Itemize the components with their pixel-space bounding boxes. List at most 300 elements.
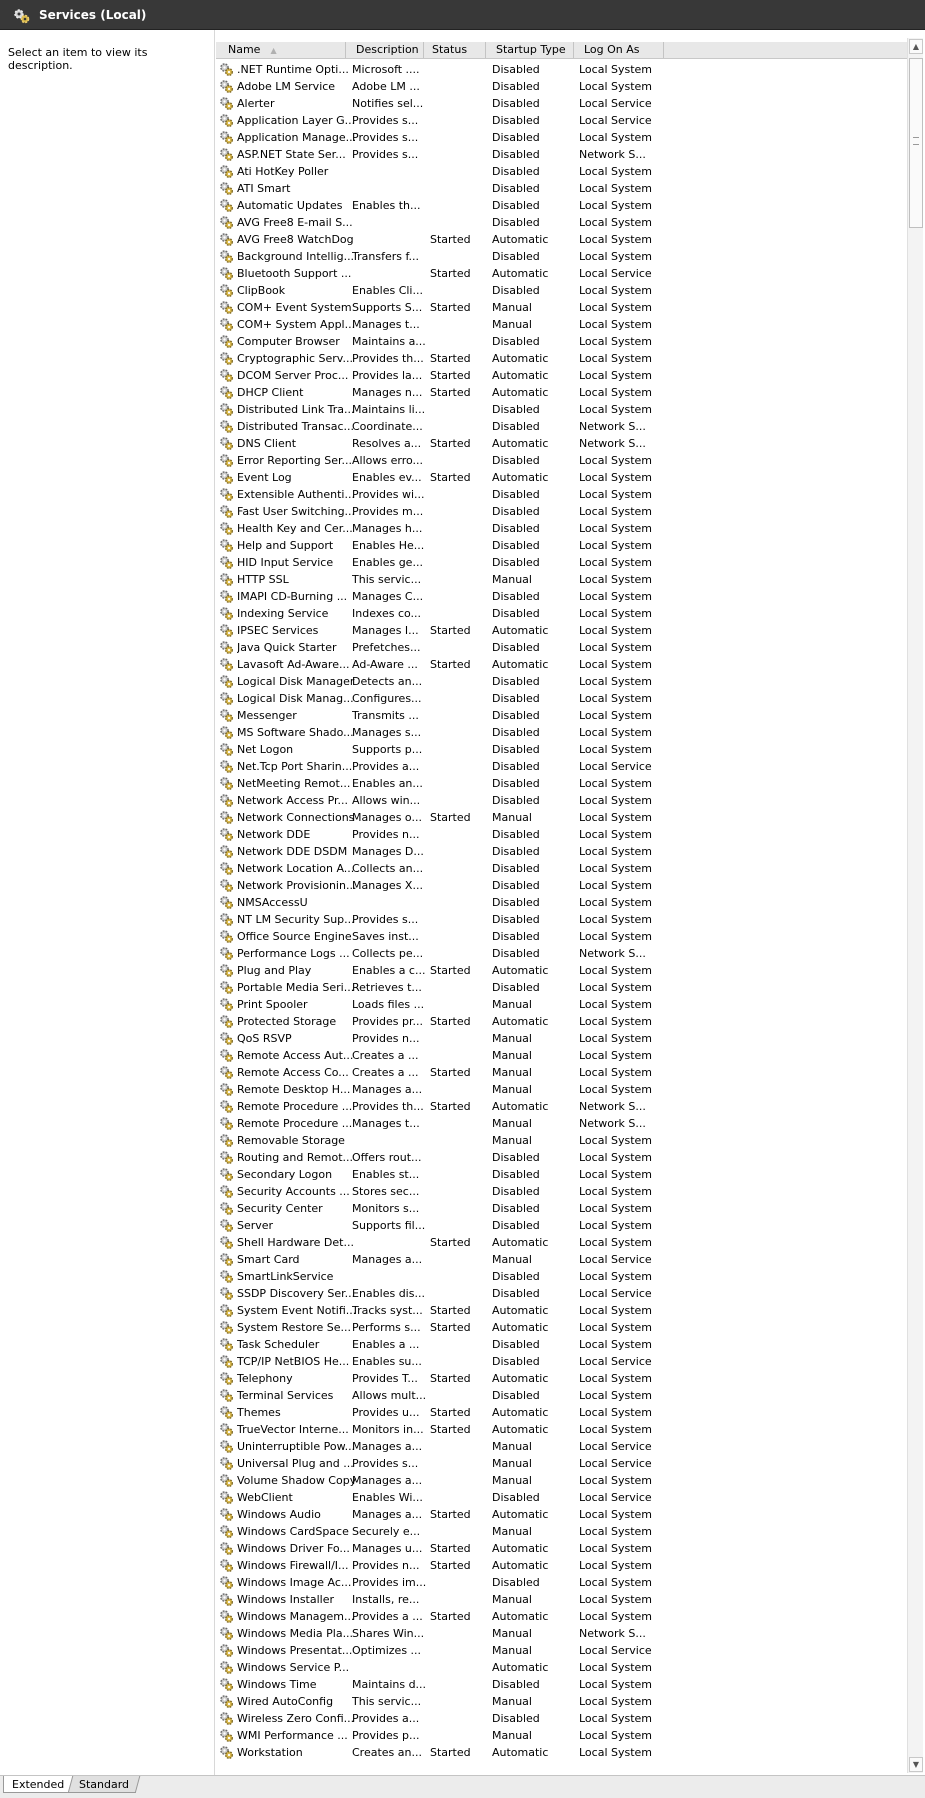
- service-startup-type: Disabled: [492, 403, 540, 416]
- service-log-on-as: Local System: [579, 505, 653, 518]
- service-gear-icon: [219, 538, 234, 553]
- service-log-on-as: Local System: [579, 641, 653, 654]
- service-startup-type: Disabled: [492, 165, 540, 178]
- services-gear-icon: [13, 8, 31, 24]
- service-row[interactable]: [216, 1013, 907, 1030]
- service-row[interactable]: [216, 1336, 907, 1353]
- service-description: Allows mult...: [352, 1389, 427, 1402]
- service-startup-type: Disabled: [492, 63, 540, 76]
- service-row[interactable]: [216, 299, 907, 316]
- service-gear-icon: [219, 130, 234, 145]
- service-log-on-as: Local System: [579, 930, 653, 943]
- service-row[interactable]: [216, 248, 907, 265]
- service-description: Securely e...: [352, 1525, 421, 1538]
- service-status: Started: [430, 1746, 471, 1759]
- service-row[interactable]: [216, 758, 907, 775]
- service-name: NMSAccessU: [237, 896, 308, 909]
- service-row[interactable]: [216, 741, 907, 758]
- service-gear-icon: [219, 929, 234, 944]
- service-name: SmartLinkService: [237, 1270, 334, 1283]
- service-log-on-as: Local System: [579, 403, 653, 416]
- service-row[interactable]: [216, 877, 907, 894]
- service-gear-icon: [219, 181, 234, 196]
- service-startup-type: Disabled: [492, 1287, 540, 1300]
- service-name: Windows Managem...: [237, 1610, 355, 1623]
- service-row[interactable]: [216, 1659, 907, 1676]
- service-row[interactable]: [216, 486, 907, 503]
- service-row[interactable]: [216, 1710, 907, 1727]
- service-row[interactable]: [216, 843, 907, 860]
- service-startup-type: Disabled: [492, 1151, 540, 1164]
- service-row[interactable]: [216, 95, 907, 112]
- service-startup-type: Disabled: [492, 981, 540, 994]
- service-gear-icon: [219, 725, 234, 740]
- service-log-on-as: Local System: [579, 845, 653, 858]
- service-log-on-as: Local System: [579, 1270, 653, 1283]
- service-row[interactable]: [216, 265, 907, 282]
- service-name: Windows Service P...: [237, 1661, 350, 1674]
- service-startup-type: Disabled: [492, 947, 540, 960]
- service-log-on-as: Local System: [579, 199, 653, 212]
- service-gear-icon: [219, 215, 234, 230]
- service-gear-icon: [219, 232, 234, 247]
- service-startup-type: Disabled: [492, 641, 540, 654]
- service-log-on-as: Local System: [579, 1032, 653, 1045]
- service-status: Started: [430, 1015, 471, 1028]
- service-gear-icon: [219, 266, 234, 281]
- service-name: DNS Client: [237, 437, 297, 450]
- service-gear-icon: [219, 827, 234, 842]
- service-startup-type: Disabled: [492, 420, 540, 433]
- service-row[interactable]: [216, 1489, 907, 1506]
- service-row[interactable]: [216, 622, 907, 639]
- service-row[interactable]: [216, 180, 907, 197]
- service-name: Distributed Link Tra...: [237, 403, 355, 416]
- service-row[interactable]: [216, 1217, 907, 1234]
- service-row[interactable]: [216, 1642, 907, 1659]
- service-row[interactable]: [216, 1727, 907, 1744]
- service-gear-icon: [219, 1507, 234, 1522]
- service-name: COM+ Event System: [237, 301, 352, 314]
- service-row[interactable]: [216, 962, 907, 979]
- service-gear-icon: [219, 62, 234, 77]
- service-description: Provides la...: [352, 369, 423, 382]
- service-gear-icon: [219, 1269, 234, 1284]
- service-gear-icon: [219, 1167, 234, 1182]
- services-list[interactable]: [216, 30, 925, 1775]
- service-row[interactable]: [216, 435, 907, 452]
- service-row[interactable]: [216, 1030, 907, 1047]
- service-gear-icon: [219, 810, 234, 825]
- service-row[interactable]: [216, 146, 907, 163]
- service-description: Enables ev...: [352, 471, 422, 484]
- service-status: Started: [430, 1423, 471, 1436]
- service-log-on-as: Local System: [579, 63, 653, 76]
- service-row[interactable]: [216, 928, 907, 945]
- service-row[interactable]: [216, 1047, 907, 1064]
- service-description: Enables a c...: [352, 964, 426, 977]
- service-description: Provides im...: [352, 1576, 427, 1589]
- service-row[interactable]: [216, 860, 907, 877]
- service-gear-icon: [219, 521, 234, 536]
- service-gear-icon: [219, 1150, 234, 1165]
- service-log-on-as: Local System: [579, 1695, 653, 1708]
- service-log-on-as: Local System: [579, 250, 653, 263]
- service-log-on-as: Local System: [579, 1406, 653, 1419]
- service-row[interactable]: [216, 1353, 907, 1370]
- service-log-on-as: Local System: [579, 1168, 653, 1181]
- service-row[interactable]: [216, 1693, 907, 1710]
- service-row[interactable]: [216, 639, 907, 656]
- service-description: Microsoft ....: [352, 63, 420, 76]
- service-row[interactable]: [216, 1540, 907, 1557]
- service-row[interactable]: [216, 1268, 907, 1285]
- service-status: Started: [430, 1100, 471, 1113]
- service-row[interactable]: [216, 775, 907, 792]
- service-row[interactable]: [216, 1608, 907, 1625]
- service-startup-type: Disabled: [492, 1202, 540, 1215]
- column-header-description[interactable]: [346, 42, 424, 58]
- service-startup-type: Disabled: [492, 777, 540, 790]
- service-description: Provides s...: [352, 131, 419, 144]
- service-startup-type: Disabled: [492, 743, 540, 756]
- service-log-on-as: Local System: [579, 862, 653, 875]
- service-gear-icon: [219, 1558, 234, 1573]
- description-pane: [0, 30, 215, 1775]
- service-row[interactable]: [216, 197, 907, 214]
- service-row[interactable]: [216, 1472, 907, 1489]
- service-gear-icon: [219, 555, 234, 570]
- service-description: Installs, re...: [352, 1593, 420, 1606]
- service-gear-icon: [219, 1286, 234, 1301]
- service-row[interactable]: [216, 1557, 907, 1574]
- service-status: Started: [430, 1066, 471, 1079]
- scroll-up-button[interactable]: ▲: [909, 39, 923, 54]
- service-row[interactable]: [216, 1319, 907, 1336]
- service-description: Allows win...: [352, 794, 421, 807]
- service-log-on-as: Local System: [579, 726, 653, 739]
- scroll-thumb[interactable]: [909, 58, 923, 228]
- service-log-on-as: Local System: [579, 301, 653, 314]
- service-name: Cryptographic Serv...: [237, 352, 353, 365]
- service-row[interactable]: [216, 503, 907, 520]
- service-row[interactable]: [216, 316, 907, 333]
- service-name: Extensible Authenti...: [237, 488, 355, 501]
- service-gear-icon: [219, 113, 234, 128]
- service-row[interactable]: [216, 1115, 907, 1132]
- service-status: Started: [430, 437, 471, 450]
- service-startup-type: Disabled: [492, 1491, 540, 1504]
- service-name: AVG Free8 E-mail S...: [237, 216, 353, 229]
- service-row[interactable]: [216, 605, 907, 622]
- service-name: Windows Presentat...: [237, 1644, 353, 1657]
- service-description: Collects pe...: [352, 947, 424, 960]
- service-row[interactable]: [216, 1064, 907, 1081]
- service-status: Started: [430, 658, 471, 671]
- service-row[interactable]: [216, 996, 907, 1013]
- service-gear-icon: [219, 1252, 234, 1267]
- service-row[interactable]: [216, 792, 907, 809]
- service-log-on-as: Local Service: [579, 1491, 652, 1504]
- service-row[interactable]: [216, 350, 907, 367]
- service-row[interactable]: [216, 1098, 907, 1115]
- service-gear-icon: [219, 249, 234, 264]
- service-description: Enables an...: [352, 777, 423, 790]
- service-gear-icon: [219, 300, 234, 315]
- column-header-status[interactable]: [424, 42, 486, 58]
- service-startup-type: Disabled: [492, 862, 540, 875]
- service-name: Remote Access Co...: [237, 1066, 349, 1079]
- service-description: Provides s...: [352, 114, 419, 127]
- service-gear-icon: [219, 1575, 234, 1590]
- tab-extended[interactable]: [3, 1776, 73, 1793]
- service-log-on-as: Local System: [579, 216, 653, 229]
- service-description: Provides n...: [352, 1559, 420, 1572]
- service-log-on-as: Local System: [579, 879, 653, 892]
- service-name: ClipBook: [237, 284, 286, 297]
- service-startup-type: Disabled: [492, 284, 540, 297]
- service-row[interactable]: [216, 61, 907, 78]
- service-gear-icon: [219, 79, 234, 94]
- service-name: Bluetooth Support ...: [237, 267, 352, 280]
- service-startup-type: Automatic: [492, 369, 549, 382]
- service-description: Manages t...: [352, 1117, 420, 1130]
- service-row[interactable]: [216, 1523, 907, 1540]
- service-name: Telephony: [237, 1372, 293, 1385]
- service-row[interactable]: [216, 1421, 907, 1438]
- service-log-on-as: Local System: [579, 131, 653, 144]
- service-row[interactable]: [216, 1404, 907, 1421]
- service-row[interactable]: [216, 1081, 907, 1098]
- service-gear-icon: [219, 96, 234, 111]
- service-row[interactable]: [216, 282, 907, 299]
- service-description: Enables st...: [352, 1168, 420, 1181]
- service-row[interactable]: [216, 826, 907, 843]
- service-name: Windows Driver Fo...: [237, 1542, 350, 1555]
- service-row[interactable]: [216, 554, 907, 571]
- service-description: Creates an...: [352, 1746, 422, 1759]
- service-description: Notifies sel...: [352, 97, 424, 110]
- service-row[interactable]: [216, 163, 907, 180]
- service-name: Windows Audio: [237, 1508, 321, 1521]
- service-row[interactable]: [216, 1387, 907, 1404]
- service-startup-type: Manual: [492, 1593, 532, 1606]
- service-row[interactable]: [216, 1132, 907, 1149]
- service-name: Remote Procedure ...: [237, 1100, 353, 1113]
- service-gear-icon: [219, 895, 234, 910]
- service-row[interactable]: [216, 673, 907, 690]
- scroll-grip-icon: [913, 137, 919, 145]
- service-startup-type: Automatic: [492, 267, 549, 280]
- service-row[interactable]: [216, 571, 907, 588]
- service-log-on-as: Local System: [579, 1015, 653, 1028]
- service-row[interactable]: [216, 1506, 907, 1523]
- service-log-on-as: Local System: [579, 1729, 653, 1742]
- service-gear-icon: [219, 436, 234, 451]
- service-row[interactable]: [216, 1149, 907, 1166]
- service-description: Performs s...: [352, 1321, 421, 1334]
- service-name: Office Source Engine: [237, 930, 352, 943]
- service-gear-icon: [219, 1473, 234, 1488]
- service-description: Allows erro...: [352, 454, 423, 467]
- service-name: Network DDE DSDM: [237, 845, 348, 858]
- service-startup-type: Disabled: [492, 97, 540, 110]
- service-gear-icon: [219, 1541, 234, 1556]
- service-row[interactable]: [216, 1183, 907, 1200]
- service-name: Distributed Transac...: [237, 420, 355, 433]
- service-startup-type: Automatic: [492, 1508, 549, 1521]
- service-name: Plug and Play: [237, 964, 312, 977]
- service-row[interactable]: [216, 1574, 907, 1591]
- service-row[interactable]: [216, 1166, 907, 1183]
- service-startup-type: Disabled: [492, 216, 540, 229]
- service-name: Windows Installer: [237, 1593, 335, 1606]
- service-gear-icon: [219, 1626, 234, 1641]
- service-row[interactable]: [216, 894, 907, 911]
- service-gear-icon: [219, 657, 234, 672]
- service-startup-type: Disabled: [492, 80, 540, 93]
- service-log-on-as: Local System: [579, 777, 653, 790]
- service-row[interactable]: [216, 520, 907, 537]
- service-status: Started: [430, 1236, 471, 1249]
- service-row[interactable]: [216, 945, 907, 962]
- service-row[interactable]: [216, 588, 907, 605]
- service-row[interactable]: [216, 452, 907, 469]
- scroll-down-button[interactable]: ▼: [909, 1757, 923, 1772]
- service-gear-icon: [219, 1694, 234, 1709]
- service-log-on-as: Local System: [579, 692, 653, 705]
- service-row[interactable]: [216, 1251, 907, 1268]
- service-name: AVG Free8 WatchDog: [237, 233, 354, 246]
- service-gear-icon: [219, 1116, 234, 1131]
- service-name: Server: [237, 1219, 274, 1232]
- service-description: Manages a...: [352, 1474, 423, 1487]
- service-name: IPSEC Services: [237, 624, 319, 637]
- service-row[interactable]: [216, 384, 907, 401]
- service-log-on-as: Local System: [579, 1610, 653, 1623]
- service-row[interactable]: [216, 469, 907, 486]
- service-startup-type: Automatic: [492, 1661, 549, 1674]
- service-row[interactable]: [216, 129, 907, 146]
- service-startup-type: Disabled: [492, 1168, 540, 1181]
- service-log-on-as: Local System: [579, 1304, 653, 1317]
- service-startup-type: Manual: [492, 1474, 532, 1487]
- service-row[interactable]: [216, 911, 907, 928]
- service-row[interactable]: [216, 401, 907, 418]
- service-name: Messenger: [237, 709, 297, 722]
- service-row[interactable]: [216, 724, 907, 741]
- service-startup-type: Disabled: [492, 1712, 540, 1725]
- service-row[interactable]: [216, 537, 907, 554]
- service-gear-icon: [219, 946, 234, 961]
- service-row[interactable]: [216, 112, 907, 129]
- tab-standard[interactable]: [68, 1776, 141, 1793]
- service-status: Started: [430, 1542, 471, 1555]
- service-name: Universal Plug and ...: [237, 1457, 354, 1470]
- service-row[interactable]: [216, 1234, 907, 1251]
- column-header-log-on-as[interactable]: [574, 42, 664, 58]
- service-row[interactable]: [216, 690, 907, 707]
- column-header-name[interactable]: [216, 42, 346, 58]
- service-log-on-as: Local System: [579, 1746, 653, 1759]
- service-row[interactable]: [216, 1285, 907, 1302]
- service-row[interactable]: [216, 367, 907, 384]
- service-startup-type: Automatic: [492, 1746, 549, 1759]
- service-row[interactable]: [216, 1302, 907, 1319]
- service-gear-icon: [219, 1082, 234, 1097]
- service-row[interactable]: [216, 809, 907, 826]
- service-description: Supports S...: [352, 301, 423, 314]
- service-name: WMI Performance ...: [237, 1729, 348, 1742]
- service-log-on-as: Local System: [579, 743, 653, 756]
- service-log-on-as: Local System: [579, 1202, 653, 1215]
- service-row[interactable]: [216, 979, 907, 996]
- vertical-scrollbar[interactable]: [907, 38, 923, 1773]
- service-row[interactable]: [216, 1455, 907, 1472]
- service-log-on-as: Local Service: [579, 1287, 652, 1300]
- service-description: Manages o...: [352, 811, 422, 824]
- service-name: Alerter: [237, 97, 275, 110]
- service-status: Started: [430, 1508, 471, 1521]
- service-gear-icon: [219, 759, 234, 774]
- service-log-on-as: Local Service: [579, 1644, 652, 1657]
- column-header-startup-type[interactable]: [486, 42, 574, 58]
- service-row[interactable]: [216, 1676, 907, 1693]
- service-name: ASP.NET State Ser...: [237, 148, 346, 161]
- service-log-on-as: Network S...: [579, 1117, 646, 1130]
- service-gear-icon: [219, 1660, 234, 1675]
- service-name: Task Scheduler: [237, 1338, 320, 1351]
- service-row[interactable]: [216, 1591, 907, 1608]
- service-description: Indexes co...: [352, 607, 422, 620]
- service-row[interactable]: [216, 1744, 907, 1761]
- service-name: Error Reporting Ser...: [237, 454, 353, 467]
- service-startup-type: Automatic: [492, 1542, 549, 1555]
- service-log-on-as: Local System: [579, 1219, 653, 1232]
- service-row[interactable]: [216, 418, 907, 435]
- service-row[interactable]: [216, 1370, 907, 1387]
- service-startup-type: Manual: [492, 1440, 532, 1453]
- service-row[interactable]: [216, 231, 907, 248]
- service-startup-type: Manual: [492, 1627, 532, 1640]
- service-row[interactable]: [216, 707, 907, 724]
- service-log-on-as: Local System: [579, 624, 653, 637]
- service-startup-type: Manual: [492, 1117, 532, 1130]
- service-description: Provides wi...: [352, 488, 425, 501]
- service-gear-icon: [219, 844, 234, 859]
- service-row[interactable]: [216, 78, 907, 95]
- service-name: Protected Storage: [237, 1015, 337, 1028]
- service-row[interactable]: [216, 333, 907, 350]
- service-log-on-as: Local System: [579, 1389, 653, 1402]
- service-row[interactable]: [216, 1625, 907, 1642]
- service-description: Coordinate...: [352, 420, 423, 433]
- service-row[interactable]: [216, 656, 907, 673]
- service-description: Provides s...: [352, 148, 419, 161]
- service-name: Wireless Zero Confi...: [237, 1712, 355, 1725]
- service-log-on-as: Local System: [579, 1678, 653, 1691]
- service-gear-icon: [219, 606, 234, 621]
- service-row[interactable]: [216, 1438, 907, 1455]
- service-row[interactable]: [216, 1200, 907, 1217]
- service-name: Network Location A...: [237, 862, 355, 875]
- service-gear-icon: [219, 1422, 234, 1437]
- service-startup-type: Manual: [492, 998, 532, 1011]
- service-gear-icon: [219, 334, 234, 349]
- service-log-on-as: Local System: [579, 981, 653, 994]
- service-row[interactable]: [216, 214, 907, 231]
- service-log-on-as: Local System: [579, 284, 653, 297]
